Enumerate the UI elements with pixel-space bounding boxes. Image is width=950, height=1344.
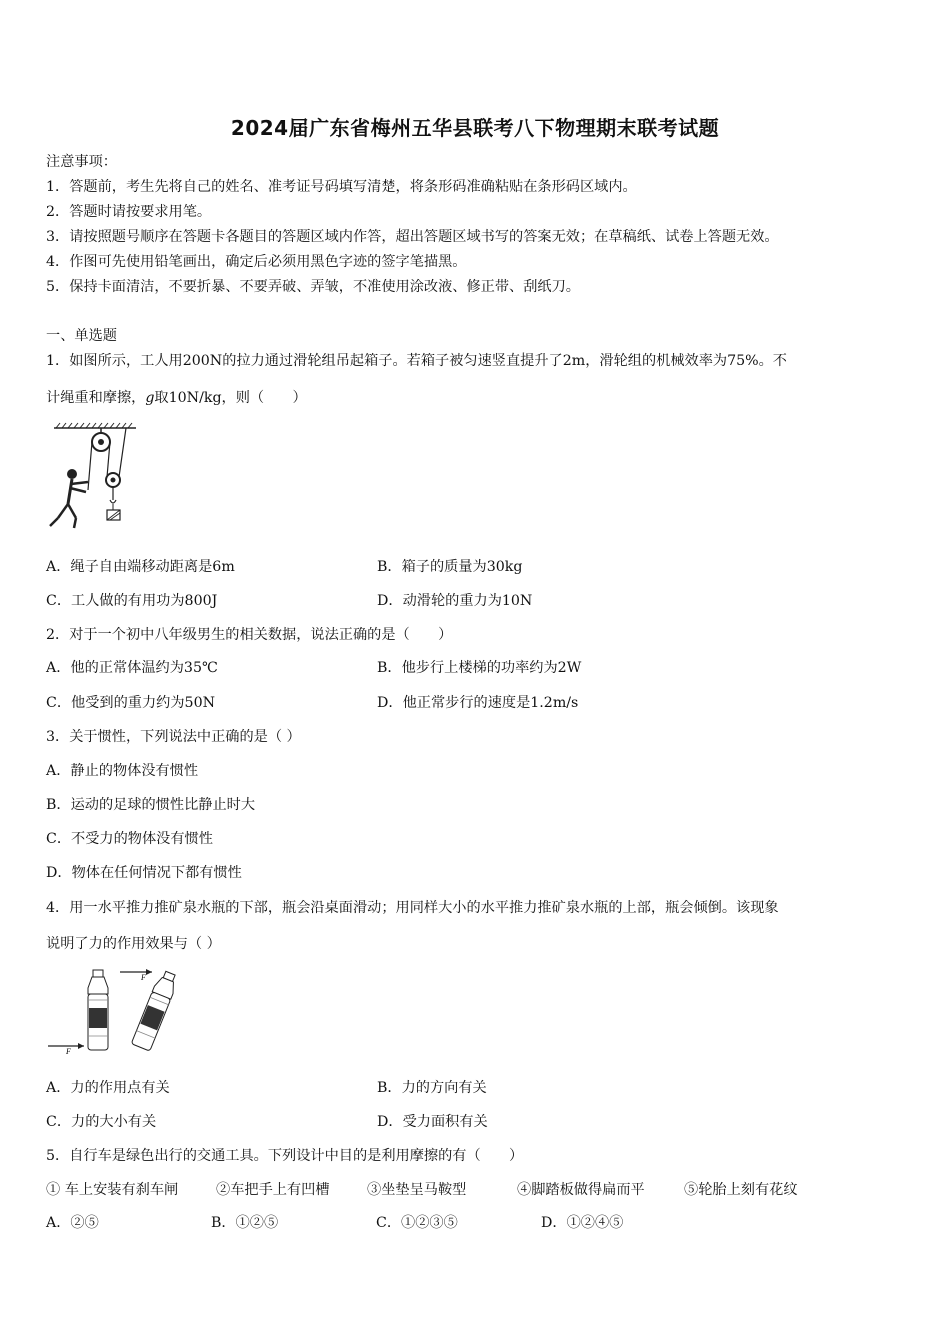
q4-option-b[interactable]: B．力的方向有关 <box>377 1080 487 1096</box>
notice-item: 2．答题时请按要求用笔。 <box>46 204 212 220</box>
q2-option-c[interactable]: C．他受到的重力约为50N <box>46 695 216 711</box>
notice-item: 5．保持卡面清洁，不要折暴、不要弄破、弄皱，不准使用涂改液、修正带、刮纸刀。 <box>46 279 580 295</box>
q1-option-c[interactable]: C．工人做的有用功为800J <box>46 593 218 609</box>
notice-item: 4．作图可先使用铅笔画出，确定后必须用黑色字迹的签字笔描黑。 <box>46 254 467 270</box>
bottle-figure <box>46 966 186 1058</box>
q4-stem-line2: 说明了力的作用效果与（ ） <box>46 936 221 952</box>
q3-stem: 3．关于惯性，下列说法中正确的是（ ） <box>46 729 301 745</box>
q1-stem-text: 计绳重和摩擦， <box>46 390 146 406</box>
q3-option-b[interactable]: B．运动的足球的惯性比静止时大 <box>46 797 256 813</box>
q5-stem: 5．自行车是绿色出行的交通工具。下列设计中目的是利用摩擦的有（ ） <box>46 1148 524 1164</box>
q2-stem: 2．对于一个初中八年级男生的相关数据，说法正确的是（ ） <box>46 627 453 643</box>
q4-option-c[interactable]: C．力的大小有关 <box>46 1114 157 1130</box>
upright-bottle <box>88 970 108 1050</box>
force-label-upper: F <box>141 973 146 982</box>
gravity-symbol: g <box>145 390 155 406</box>
notice-item: 3．请按照题号顺序在答题卡各题目的答题区域内作答，超出答题区域书写的答案无效；在草稿纸、试卷上答题无效。 <box>46 229 779 245</box>
q2-option-d[interactable]: D．他正常步行的速度是1.2m/s <box>377 695 579 711</box>
q5-item: ⑤轮胎上刻有花纹 <box>684 1182 798 1198</box>
q1-option-a[interactable]: A．绳子自由端移动距离是6m <box>46 559 235 575</box>
q5-item: ③坐垫呈马鞍型 <box>367 1182 467 1198</box>
q5-option-a[interactable]: A．②⑤ <box>46 1215 99 1231</box>
q3-option-c[interactable]: C．不受力的物体没有惯性 <box>46 831 213 847</box>
force-label-lower: F <box>66 1047 71 1056</box>
page-title: 2024届广东省梅州五华县联考八下物理期末联考试题 <box>230 116 720 140</box>
q2-option-a[interactable]: A．他的正常体温约为35℃ <box>46 660 218 676</box>
q4-stem-line1: 4．用一水平推力推矿泉水瓶的下部，瓶会沿桌面滑动；用同样大小的水平推力推矿泉水瓶的上部，瓶会倾倒。该现象 <box>46 900 779 916</box>
q5-item: ④脚踏板做得扁而平 <box>517 1182 645 1198</box>
q5-option-c[interactable]: C．①②③⑤ <box>376 1215 458 1231</box>
q5-option-d[interactable]: D．①②④⑤ <box>541 1215 624 1231</box>
notice-item: 1．答题前，考生先将自己的姓名、准考证号码填写清楚，将条形码准确粘贴在条形码区域内。 <box>46 179 637 195</box>
q5-option-b[interactable]: B．①②⑤ <box>211 1215 279 1231</box>
q3-option-a[interactable]: A．静止的物体没有惯性 <box>46 763 199 779</box>
q1-option-d[interactable]: D．动滑轮的重力为10N <box>377 593 533 609</box>
section-heading: 一、单选题 <box>46 328 117 344</box>
pulley-figure <box>46 422 142 532</box>
notice-heading: 注意事项： <box>46 154 117 170</box>
q1-option-b[interactable]: B．箱子的质量为30kg <box>377 559 523 575</box>
q1-stem-line1: 1．如图所示，工人用200N的拉力通过滑轮组吊起箱子。若箱子被匀速竖直提升了2m，滑轮组的机械效率为75%。不 <box>46 353 787 369</box>
q1-stem-text: 取10N/kg，则（ ） <box>154 390 307 406</box>
q4-option-a[interactable]: A．力的作用点有关 <box>46 1080 170 1096</box>
q3-option-d[interactable]: D．物体在任何情况下都有惯性 <box>46 865 242 881</box>
q5-item: ②车把手上有凹槽 <box>216 1182 330 1198</box>
q2-option-b[interactable]: B．他步行上楼梯的功率约为2W <box>377 660 582 676</box>
q5-item: ① 车上安装有刹车闸 <box>46 1182 179 1198</box>
tilted-bottle <box>131 969 180 1051</box>
q4-option-d[interactable]: D．受力面积有关 <box>377 1114 488 1130</box>
q1-stem-line2 <box>46 388 307 408</box>
